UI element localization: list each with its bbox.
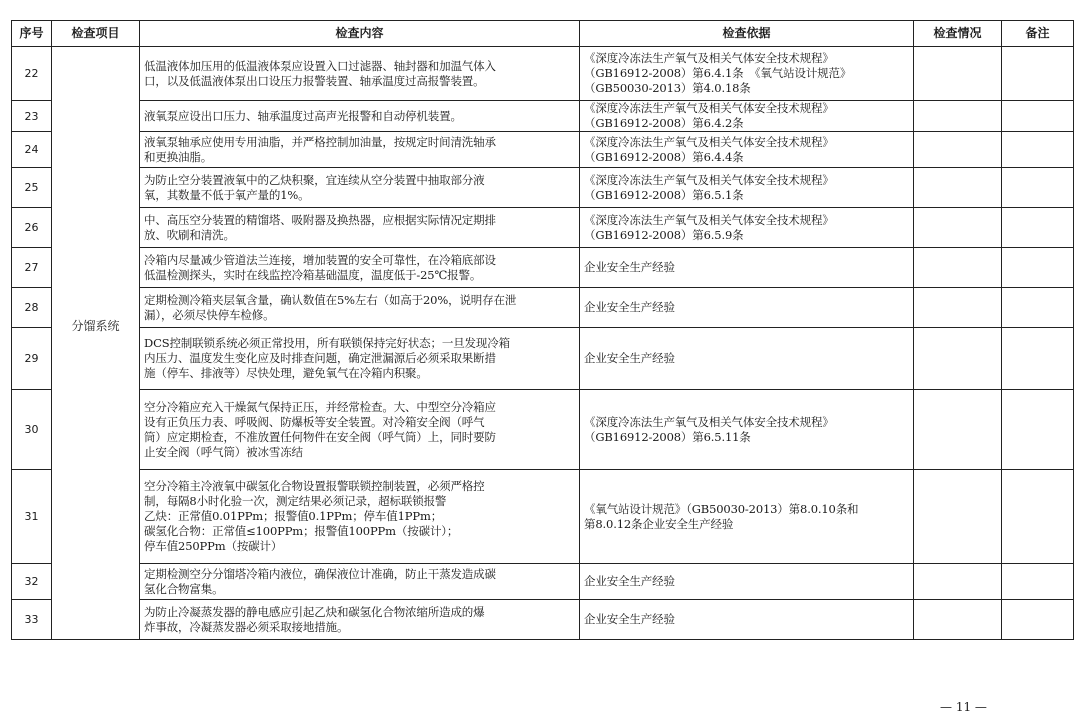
basis-line: 《深度冷冻法生产氧气及相关气体安全技术规程》 — [584, 172, 834, 187]
content-line: 为防止空分装置液氧中的乙炔积聚，宜连续从空分装置中抽取部分液 — [144, 172, 485, 187]
basis-line: 《深度冷冻法生产氧气及相关气体安全技术规程》 — [584, 414, 834, 429]
inspection-content — [140, 248, 580, 288]
content-line: 停车值250PPm（按碳计） — [144, 539, 283, 553]
inspection-status-cell[interactable] — [914, 390, 1002, 470]
row-number: 24 — [12, 132, 52, 168]
content-line: 定期检测冷箱夹层氧含量，确认数值在5%左右（如高于20%，说明存在泄 — [144, 292, 517, 307]
inspection-basis — [580, 390, 914, 470]
table-row — [12, 390, 1074, 470]
basis-line: 企业安全生产经验 — [584, 260, 675, 274]
basis-line: 企业安全生产经验 — [584, 612, 675, 626]
table-row — [12, 168, 1074, 208]
inspection-basis — [580, 288, 914, 328]
content-line: 乙炔：正常值0.01PPm；报警值0.1PPm；停车值1PPm； — [144, 509, 443, 523]
content-line: 低温液体加压用的低温液体泵应设置入口过滤器、轴封器和加温气体入 — [144, 58, 496, 73]
content-line: 放、吹刷和清洗。 — [144, 227, 235, 242]
table-row — [12, 328, 1074, 390]
remark-cell[interactable] — [1002, 328, 1074, 390]
row-number: 25 — [12, 168, 52, 208]
content-line: 炸事故，冷凝蒸发器必须采取接地措施。 — [144, 619, 349, 634]
table-row — [12, 564, 1074, 600]
remark-cell[interactable] — [1002, 248, 1074, 288]
row-number: 29 — [12, 328, 52, 390]
page-number: — 11 — — [940, 700, 987, 714]
inspection-basis — [580, 47, 914, 101]
inspection-basis — [580, 132, 914, 168]
inspection-basis — [580, 101, 914, 132]
table-row — [12, 208, 1074, 248]
table-row — [12, 47, 1074, 101]
header-item: 检查项目 — [52, 21, 140, 47]
content-line: 口，以及低温液体泵出口设压力报警装置、轴承温度过高报警装置。 — [144, 73, 485, 88]
inspection-basis — [580, 600, 914, 640]
content-line: 漏），必须尽快停车检修。 — [144, 307, 275, 322]
content-line: 氧，其数量不低于氧产量的1%。 — [144, 187, 310, 202]
row-number: 26 — [12, 208, 52, 248]
header-basis: 检查依据 — [580, 21, 914, 47]
basis-line: （GB16912-2008）第6.5.1条 — [584, 187, 744, 202]
content-line: 氢化合物富集。 — [144, 581, 224, 596]
content-line: 碳氢化合物：正常值≤100PPm；报警值100PPm（按碳计）； — [144, 524, 459, 538]
inspection-content — [140, 208, 580, 248]
header-remark: 备注 — [1002, 21, 1074, 47]
inspection-status-cell[interactable] — [914, 470, 1002, 564]
inspection-content — [140, 101, 580, 132]
table-row — [12, 248, 1074, 288]
inspection-content — [140, 288, 580, 328]
inspection-content — [140, 600, 580, 640]
inspection-basis — [580, 248, 914, 288]
basis-line: 《深度冷冻法生产氧气及相关气体安全技术规程》 — [584, 51, 834, 65]
inspection-status-cell[interactable] — [914, 132, 1002, 168]
header-status: 检查情况 — [914, 21, 1002, 47]
basis-line: 《深度冷冻法生产氧气及相关气体安全技术规程》 — [584, 134, 834, 149]
content-line: 止安全阀（呼气筒）被冰雪冻结 — [144, 444, 303, 459]
basis-line: 企业安全生产经验 — [584, 351, 675, 365]
row-number: 23 — [12, 101, 52, 132]
inspection-status-cell[interactable] — [914, 328, 1002, 390]
inspection-status-cell[interactable] — [914, 248, 1002, 288]
row-number: 30 — [12, 390, 52, 470]
inspection-status-cell[interactable] — [914, 101, 1002, 132]
content-line: 为防止冷凝蒸发器的静电感应引起乙炔和碳氢化合物浓缩所造成的爆 — [144, 604, 485, 619]
remark-cell[interactable] — [1002, 600, 1074, 640]
content-line: 和更换油脂。 — [144, 149, 213, 164]
content-line: 空分冷箱应充入干燥氮气保持正压，并经常检查。大、中型空分冷箱应 — [144, 399, 496, 414]
remark-cell[interactable] — [1002, 168, 1074, 208]
table-row — [12, 288, 1074, 328]
row-number: 28 — [12, 288, 52, 328]
content-line: 定期检测空分分馏塔冷箱内液位，确保液位计准确，防止干蒸发造成碳 — [144, 566, 496, 581]
table-row — [12, 600, 1074, 640]
header-content: 检查内容 — [140, 21, 580, 47]
row-number: 22 — [12, 47, 52, 101]
content-line: 中、高压空分装置的精馏塔、吸附器及换热器，应根据实际情况定期排 — [144, 212, 496, 227]
inspection-content — [140, 564, 580, 600]
basis-line: （GB16912-2008）第6.4.1条 《氧气站设计规范》 — [584, 66, 852, 80]
basis-line: 《深度冷冻法生产氧气及相关气体安全技术规程》 — [584, 212, 834, 227]
inspection-status-cell[interactable] — [914, 208, 1002, 248]
content-line: 冷箱内尽量减少管道法兰连接，增加装置的安全可靠性，在冷箱底部设 — [144, 252, 496, 267]
content-line: 液氧泵应设出口压力、轴承温度过高声光报警和自动停机装置。 — [144, 108, 462, 123]
basis-line: （GB16912-2008）第6.4.4条 — [584, 149, 744, 164]
inspection-content — [140, 470, 580, 564]
inspection-status-cell[interactable] — [914, 600, 1002, 640]
remark-cell[interactable] — [1002, 208, 1074, 248]
basis-line: 企业安全生产经验 — [584, 574, 675, 588]
row-number: 31 — [12, 470, 52, 564]
inspection-basis — [580, 564, 914, 600]
inspection-content — [140, 328, 580, 390]
inspection-basis — [580, 208, 914, 248]
row-number: 32 — [12, 564, 52, 600]
inspection-table — [11, 20, 1074, 640]
inspection-status-cell[interactable] — [914, 288, 1002, 328]
remark-cell[interactable] — [1002, 132, 1074, 168]
inspection-category: 分馏系统 — [52, 47, 140, 640]
remark-cell[interactable] — [1002, 564, 1074, 600]
basis-line: （GB16912-2008）第6.4.2条 — [584, 116, 744, 130]
table-body — [12, 47, 1074, 640]
remark-cell[interactable] — [1002, 47, 1074, 101]
content-line: 施（停车、排液等）尽快处理，避免氧气在冷箱内积聚。 — [144, 366, 428, 380]
inspection-content — [140, 47, 580, 101]
inspection-status-cell[interactable] — [914, 564, 1002, 600]
inspection-status-cell[interactable] — [914, 47, 1002, 101]
inspection-content — [140, 390, 580, 470]
basis-line: （GB16912-2008）第6.5.9条 — [584, 227, 744, 242]
content-line: 低温检测探头，实时在线监控冷箱基础温度，温度低于-25℃报警。 — [144, 267, 482, 282]
content-line: 筒）应定期检查，不准放置任何物件在安全阀（呼气筒）上，同时要防 — [144, 429, 496, 444]
remark-cell[interactable] — [1002, 390, 1074, 470]
inspection-basis — [580, 470, 914, 564]
table-header-row — [12, 21, 1074, 47]
basis-line: （GB50030-2013）第4.0.18条 — [584, 81, 751, 95]
inspection-content — [140, 168, 580, 208]
content-line: 空分冷箱主冷液氧中碳氢化合物设置报警联锁控制装置，必须严格控 — [144, 479, 485, 493]
content-line: 内压力、温度发生变化应及时排查问题，确定泄漏源后必须采取果断措 — [144, 351, 496, 365]
basis-line: 《深度冷冻法生产氧气及相关气体安全技术规程》 — [584, 101, 834, 115]
basis-line: （GB16912-2008）第6.5.11条 — [584, 429, 751, 444]
row-number: 27 — [12, 248, 52, 288]
inspection-status-cell[interactable] — [914, 168, 1002, 208]
table-row — [12, 470, 1074, 564]
table-row — [12, 101, 1074, 132]
row-number: 33 — [12, 600, 52, 640]
basis-line: 《氧气站设计规范》（GB50030-2013）第8.0.10条和 — [584, 501, 859, 516]
remark-cell[interactable] — [1002, 470, 1074, 564]
table-row — [12, 132, 1074, 168]
basis-line: 企业安全生产经验 — [584, 300, 675, 314]
inspection-content — [140, 132, 580, 168]
basis-line: 第8.0.12条企业安全生产经验 — [584, 516, 734, 531]
inspection-basis — [580, 328, 914, 390]
header-no: 序号 — [12, 21, 52, 47]
content-line: 液氧泵轴承应使用专用油脂，并严格控制加油量，按规定时间清洗轴承 — [144, 134, 496, 149]
content-line: DCS控制联锁系统必须正常投用，所有联锁保持完好状态；一旦发现冷箱 — [144, 336, 510, 350]
inspection-basis — [580, 168, 914, 208]
content-line: 设有正负压力表、呼吸阀、防爆板等安全装置。对冷箱安全阀（呼气 — [144, 414, 485, 429]
remark-cell[interactable] — [1002, 101, 1074, 132]
content-line: 制，每隔8小时化验一次，测定结果必须记录，超标联锁报警 — [144, 494, 447, 508]
remark-cell[interactable] — [1002, 288, 1074, 328]
